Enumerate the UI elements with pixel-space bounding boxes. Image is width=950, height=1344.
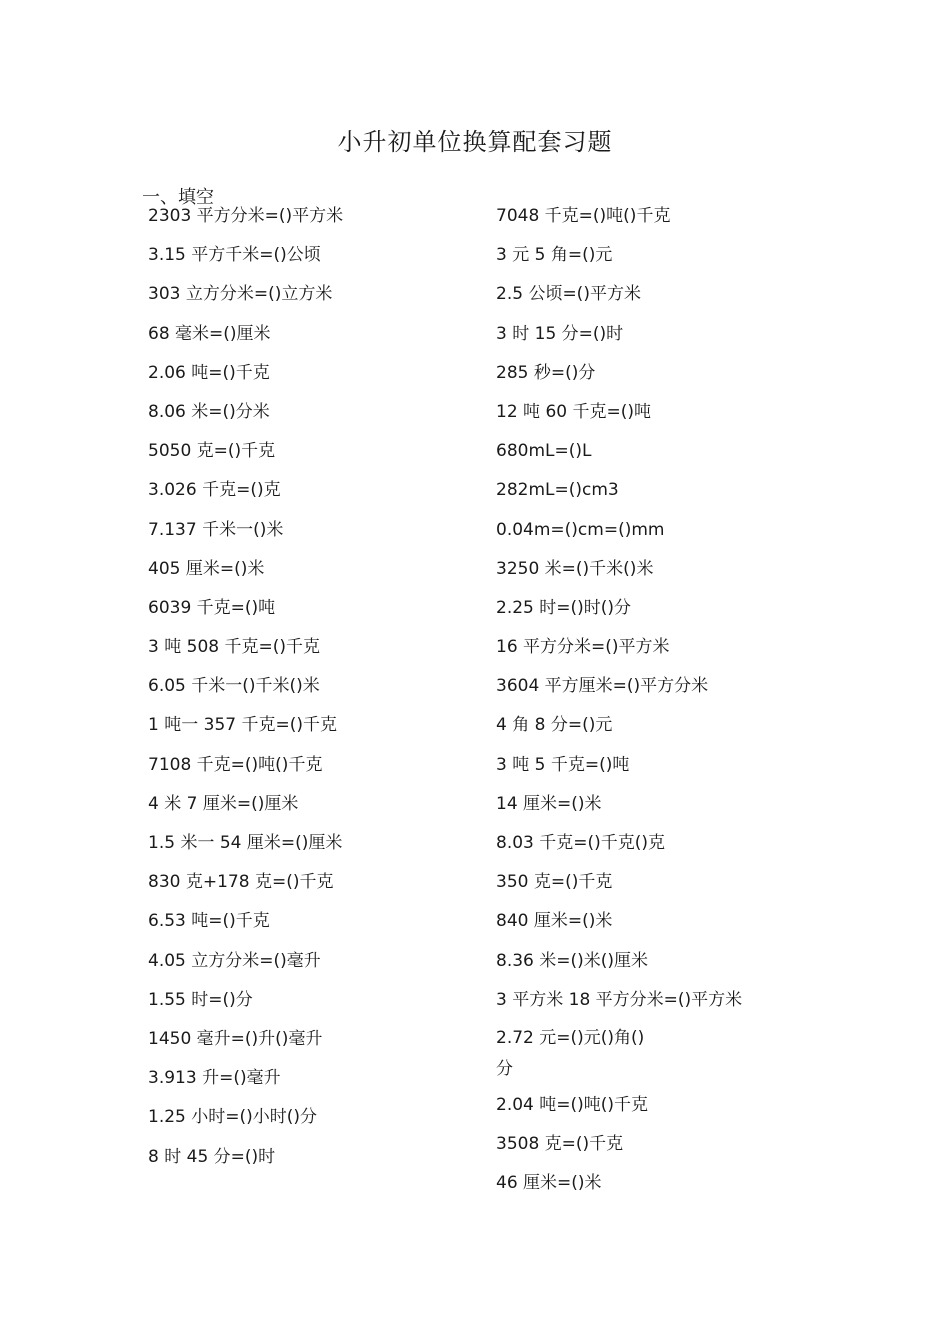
exercise-item: 3250 米=()千米()米 — [496, 558, 654, 579]
exercise-item: 2.04 吨=()吨()千克 — [496, 1094, 649, 1115]
right-column-exercises — [496, 204, 796, 1193]
exercise-item: 46 厘米=()米 — [496, 1173, 602, 1193]
exercise-item: 16 平方分米=()平方米 — [496, 637, 670, 658]
exercise-item: 840 厘米=()米 — [496, 911, 613, 932]
exercise-item: 285 秒=()分 — [496, 362, 596, 383]
exercise-item: 3604 平方厘米=()平方分米 — [496, 676, 709, 697]
exercise-item: 12 吨 60 千克=()吨 — [496, 401, 651, 422]
exercise-item: 7.137 千米一()米 — [148, 519, 284, 540]
exercise-item: 1450 毫升=()升()毫升 — [148, 1028, 323, 1049]
page-title: 小升初单位换算配套习题 — [337, 128, 613, 156]
exercise-item: 3 元 5 角=()元 — [496, 245, 613, 266]
exercise-item: 8.06 米=()分米 — [148, 401, 270, 422]
exercise-item: 3 时 15 分=()时 — [496, 323, 624, 344]
exercise-item: 4 角 8 分=()元 — [496, 715, 613, 736]
exercise-item: 6.05 千米一()千米()米 — [148, 676, 320, 697]
exercise-item: 7048 千克=()吨()千克 — [496, 206, 671, 226]
exercise-item: 4.05 立方分米=()毫升 — [148, 950, 321, 971]
exercise-item: 3 吨 5 千克=()吨 — [496, 754, 630, 775]
exercise-item: 3.15 平方千米=()公顷 — [148, 245, 321, 266]
exercise-item: 3.026 千克=()克 — [148, 480, 281, 501]
exercise-item: 8.03 千克=()千克()克 — [496, 833, 666, 853]
exercise-item: 14 厘米=()米 — [496, 793, 602, 814]
exercise-item: 2.5 公顷=()平方米 — [496, 284, 641, 305]
exercise-item: 68 毫米=()厘米 — [148, 323, 271, 344]
exercise-item: 3 吨 508 千克=()千克 — [148, 637, 320, 658]
exercise-item: 2.72 元=()元()角()分 — [496, 1027, 645, 1079]
exercise-item: 1 吨一 357 千克=()千克 — [148, 715, 337, 736]
exercise-item: 3.913 升=()毫升 — [148, 1068, 281, 1089]
exercise-item: 3508 克=()千克 — [496, 1134, 624, 1155]
left-column-exercises — [148, 204, 468, 1184]
exercise-item: 1.55 时=()分 — [148, 989, 253, 1010]
exercise-item: 350 克=()千克 — [496, 872, 613, 893]
exercise-item: 1.5 米一 54 厘米=()厘米 — [148, 833, 343, 853]
exercise-item: 2.06 吨=()千克 — [148, 362, 270, 383]
section-heading: 一、填空 — [142, 187, 214, 208]
exercise-item: 4 米 7 厘米=()厘米 — [148, 793, 299, 814]
exercise-item: 3 平方米 18 平方分米=()平方米 — [496, 989, 743, 1010]
exercise-item: 2.25 时=()时()分 — [496, 597, 632, 618]
exercise-item: 282mL=()cm3 — [496, 480, 619, 501]
exercise-item: 1.25 小时=()小时()分 — [148, 1107, 318, 1128]
exercise-item: 8.36 米=()米()厘米 — [496, 950, 649, 971]
exercise-item: 6.53 吨=()千克 — [148, 911, 270, 932]
exercise-item: 2303 平方分米=()平方米 — [148, 206, 344, 226]
exercise-item: 405 厘米=()米 — [148, 558, 265, 579]
exercise-item: 303 立方分米=()立方米 — [148, 284, 333, 305]
exercise-item: 5050 克=()千克 — [148, 441, 276, 462]
exercise-item: 7108 千克=()吨()千克 — [148, 754, 323, 775]
exercise-item: 0.04m=()cm=()mm — [496, 519, 665, 540]
exercise-item: 830 克+178 克=()千克 — [148, 872, 334, 893]
exercise-item: 6039 千克=()吨 — [148, 597, 276, 618]
exercise-item: 680mL=()L — [496, 441, 592, 462]
exercise-item: 8 时 45 分=()时 — [148, 1146, 276, 1167]
